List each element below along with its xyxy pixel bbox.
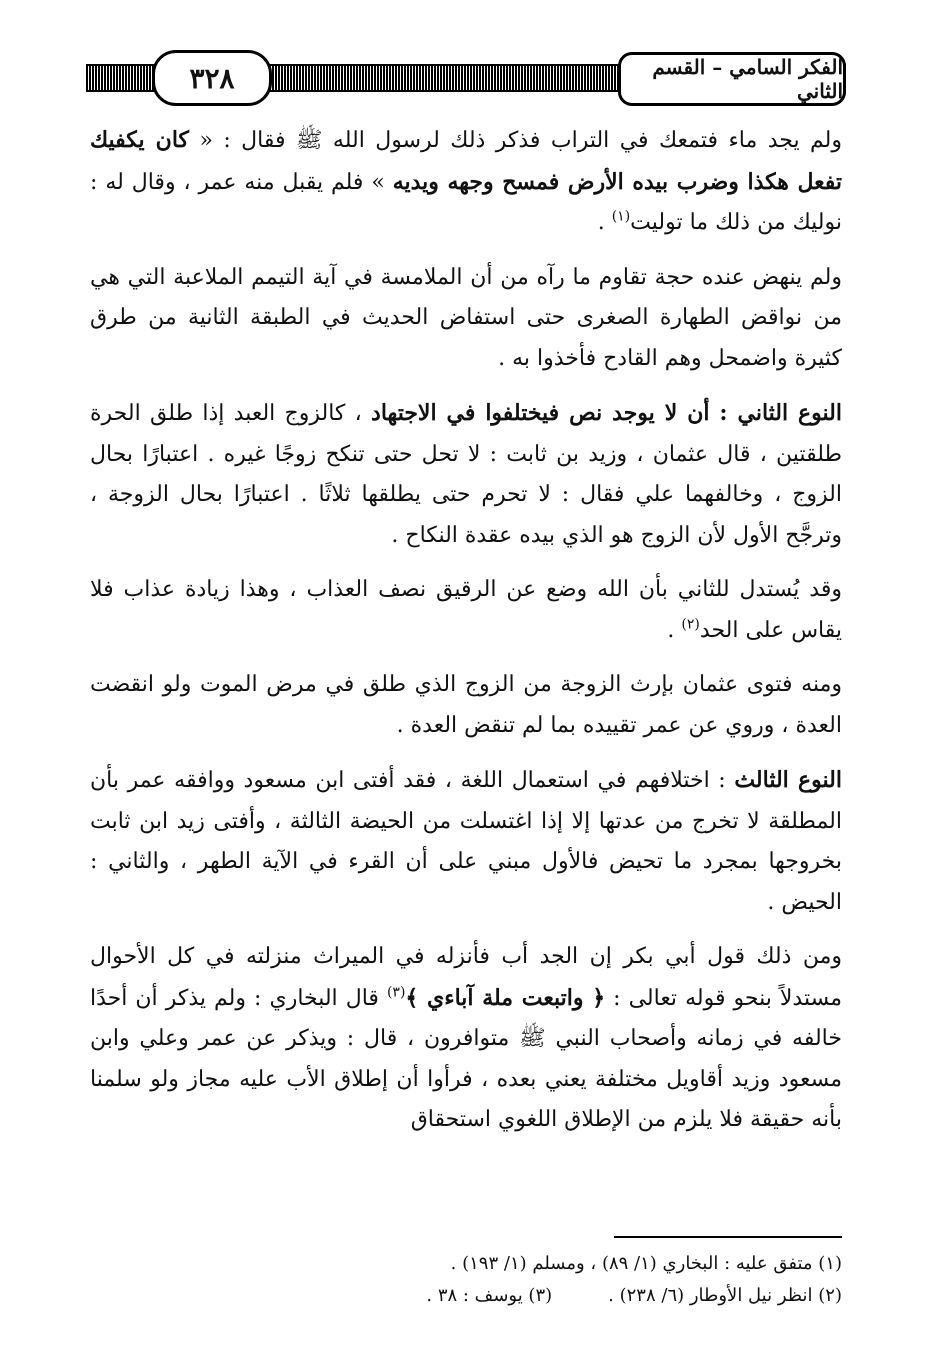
paragraph-6 — [90, 760, 842, 923]
paragraph-1 — [90, 120, 842, 244]
footnotes — [90, 1236, 842, 1312]
main-text — [90, 120, 842, 1155]
p7-text-a: ومن ذلك قول أبي بكر إن الجد أب فأنزله في الميراث منزلته في كل الأحوال مستدلاً بنحو قوله تعالى : — [90, 944, 843, 1011]
paragraph-7 — [90, 937, 842, 1141]
p1-text-c: . — [597, 210, 612, 235]
page-header — [86, 48, 846, 110]
p1-hadith-quote: كان يكفيك تفعل هكذا وضرب بيده الأرض فمسح وجهه ويديه — [90, 127, 842, 195]
footnote-2: (٢) انظر نيل الأوطار (٦/ ٢٣٨) . — [608, 1285, 842, 1306]
footnote-row-2 — [90, 1280, 842, 1312]
p3-text: ، كالزوج العبد إذا طلق الحرة طلقتين ، قال عثمان ، وزيد بن ثابت : لا تحل حتى تنكح زوجًا غيره . اعتبارًا بحال الزوج ، وخالفهما علي فقال : لا تحرم حتى يطلقها ثلاثًا . اعتبارًا بحال الزوجة ، وترجَّح الأول لأن الزوج هو الذي بيده عقدة النكاح . — [90, 401, 842, 548]
running-title: الفكر السامي – القسم الثاني — [618, 52, 846, 106]
footnote-separator — [614, 1236, 842, 1238]
footnote-1: (١) متفق عليه : البخاري (١/ ٨٩) ، ومسلم (١/ ١٩٣) . — [450, 1253, 842, 1274]
footnote-ref-3[interactable]: (٣) — [386, 984, 406, 1001]
footnote-3: (٣) يوسف : ٣٨ . — [426, 1285, 553, 1306]
p4-text: وقد يُستدل للثاني بأن الله وضع عن الرقيق نصف العذاب ، وهذا زيادة عذاب فلا يقاس على الحد — [90, 577, 842, 643]
p6-text: : اختلافهم في استعمال اللغة ، فقد أفتى ابن مسعود ووافقه عمر بأن المطلقة لا تخرج من عدتها إلا إذا اغتسلت من الحيضة الثالثة ، وأفتى زيد ابن ثابت بخروجها بمجرد ما تحيض فالأول مبني على أن القرء في الآية الطهر ، والثاني : الحيض . — [90, 768, 842, 915]
p7-text-b: قال البخاري : ولم يذكر أن أحدًا خالفه في زمانه وأصحاب النبي ﷺ متوافرون ، قال : ويذكر عن عمر وعلي وابن مسعود وزيد أقاويل مختلفة يعني بعده ، فرأوا أن إطلاق الأب عليه مجاز ولو سلمنا بأنه حقيقة فلا يلزم من الإطلاق اللغوي استحقاق — [90, 985, 842, 1132]
p3-label: النوع الثاني : — [709, 400, 842, 426]
p4-end: . — [667, 617, 682, 643]
paragraph-4 — [90, 570, 842, 651]
p6-label: النوع الثالث — [734, 767, 842, 793]
p1-text-a: ولم يجد ماء فتمعك في التراب فذكر ذلك لرسول الله ﷺ فقال : « — [189, 128, 842, 153]
p3-bold-statement: أن لا يوجد نص فيختلفوا في الاجتهاد — [371, 400, 710, 426]
footnote-ref-2[interactable]: (٢) — [681, 616, 700, 633]
paragraph-3 — [90, 393, 842, 556]
p7-quran-quote: ﴿ واتبعت ملة آباءي ﴾ — [405, 984, 606, 1011]
footnote-ref-1[interactable]: (١) — [611, 208, 631, 225]
page-number: ٣٢٨ — [152, 50, 272, 106]
paragraph-2: ولم ينهض عنده حجة تقاوم ما رآه من أن الملامسة في آية التيمم الملاعبة التي هي من نواقض الطهارة الصغرى حتى استفاض الحديث في الطبقة الثانية من طرق كثيرة واضمحل وهم القادح فأخذوا به . — [90, 264, 842, 371]
paragraph-5: ومنه فتوى عثمان بإرث الزوجة من الزوج الذي طلق في مرض الموت ولو انقضت العدة ، وروي عن عمر تقييده بما لم تنقض العدة . — [90, 672, 842, 738]
p1-text-b: » فلم يقبل منه عمر ، وقال له : نوليك من ذلك ما توليت — [90, 169, 842, 235]
